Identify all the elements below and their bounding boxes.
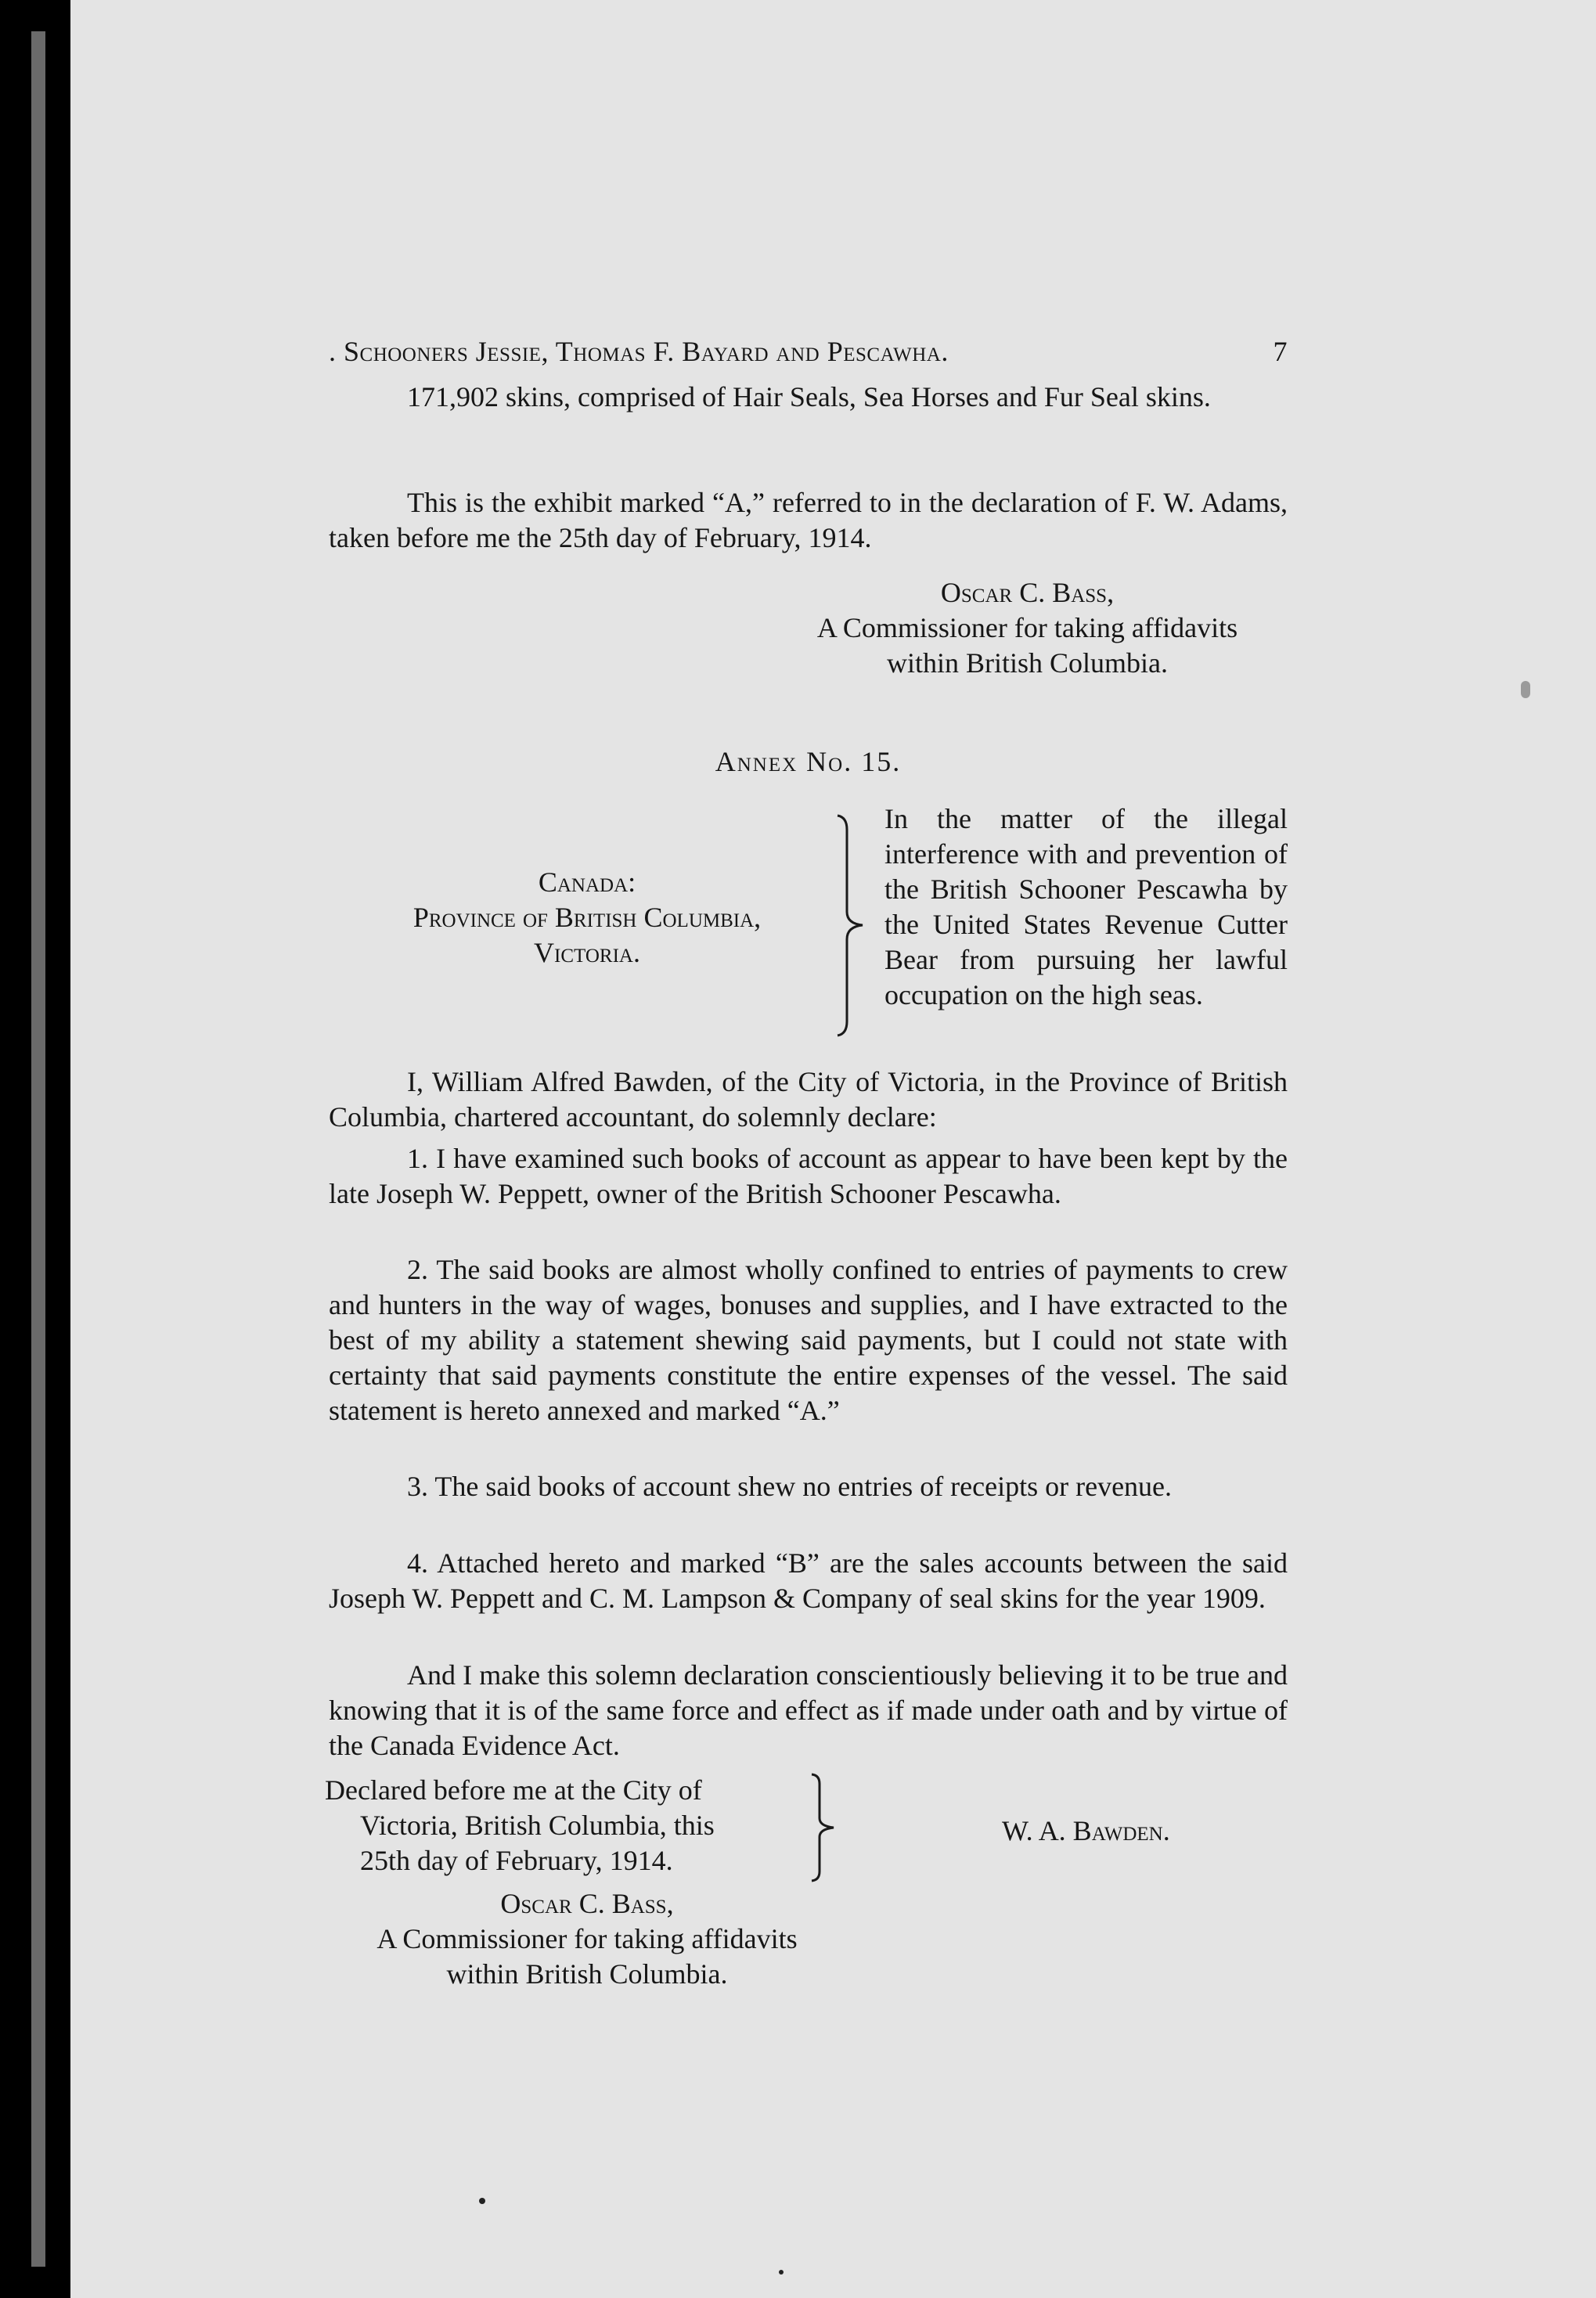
in-the-matter-text: In the matter of the illegal interference with and prevention of the British Schooner Pescawha by the United States Revenue Cutter Bear from pursuing her lawful occupation on the high seas.	[884, 803, 1288, 1010]
declaration-item-1: 1. I have examined such books of account as appear to have been kept by the late Joseph W. Peppett, owner of the British Schooner Pescawha.	[329, 1143, 1288, 1209]
exhibit-paragraph-1: 171,902 skins, comprised of Hair Seals, Sea Horses and Fur Seal skins.	[407, 381, 1211, 412]
commissioner-title-line-2: within British Columbia.	[886, 647, 1168, 679]
right-brace-icon	[836, 814, 867, 1037]
scan-edge-strip	[31, 31, 45, 2267]
declaration-item-2: 2. The said books are almost wholly confined to entries of payments to crew and hunters in the way of wages, bonuses and supplies, and I have extracted to the best of my ability a statement shewing said payments, but I could not state with certainty that said payments constitute the entire expenses of the vessel. The said statement is hereto annexed and marked “A.”	[329, 1254, 1288, 1426]
ink-speck	[779, 2270, 784, 2275]
exhibit-paragraph-2: This is the exhibit marked “A,” referred to in the declaration of F. W. Adams, taken before me the 25th day of February, 1914.	[329, 487, 1288, 553]
declaration-intro: I, William Alfred Bawden, of the City of Victoria, in the Province of British Columbia, chartered accountant, do solemnly declare:	[329, 1066, 1288, 1133]
page-edge-mark	[1521, 681, 1530, 698]
venue-country: Canada:	[538, 866, 636, 898]
jurat-line-2: Victoria, British Columbia, this	[360, 1810, 715, 1841]
commissioner-name: Oscar C. Bass,	[940, 577, 1115, 608]
declaration-item-4: 4. Attached hereto and marked “B” are the sales accounts between the said Joseph W. Peppett and C. M. Lampson & Company of seal skins for the year 1909.	[329, 1547, 1288, 1614]
venue-block	[329, 865, 845, 971]
commissioner-name: Oscar C. Bass,	[500, 1888, 674, 1919]
exhibit-signature-block	[767, 575, 1288, 681]
ink-speck	[479, 2198, 485, 2204]
commissioner-signature-block	[325, 1886, 849, 1992]
commissioner-title-line-2: within British Columbia.	[446, 1958, 728, 1990]
declaration-closing: And I make this solemn declaration conscientiously believing it to be true and knowing that it is of the same force and effect as if made under oath and by virtue of the Canada Evidence Act.	[329, 1659, 1288, 1761]
running-title: . Schooners Jessie, Thomas F. Bayard and Pescawha.	[329, 336, 949, 367]
document-page	[70, 0, 1596, 2298]
jurat-line-1: Declared before me at the City of	[325, 1774, 702, 1806]
commissioner-title-line-1: A Commissioner for taking affidavits	[376, 1923, 798, 1954]
annex-title: Annex No. 15.	[715, 746, 902, 777]
page-number: 7	[1273, 336, 1288, 367]
running-header	[329, 335, 1288, 368]
right-brace-icon	[810, 1773, 841, 1882]
declarant-signature: W. A. Bawden.	[1002, 1815, 1170, 1846]
venue-province: Province of British Columbia,	[413, 902, 762, 933]
jurat-line-3: 25th day of February, 1914.	[360, 1845, 673, 1876]
commissioner-title-line-1: A Commissioner for taking affidavits	[816, 612, 1238, 643]
venue-city: Victoria.	[534, 937, 640, 968]
jurat-block	[325, 1773, 794, 1878]
declaration-item-3: 3. The said books of account shew no entries of receipts or revenue.	[407, 1471, 1173, 1502]
